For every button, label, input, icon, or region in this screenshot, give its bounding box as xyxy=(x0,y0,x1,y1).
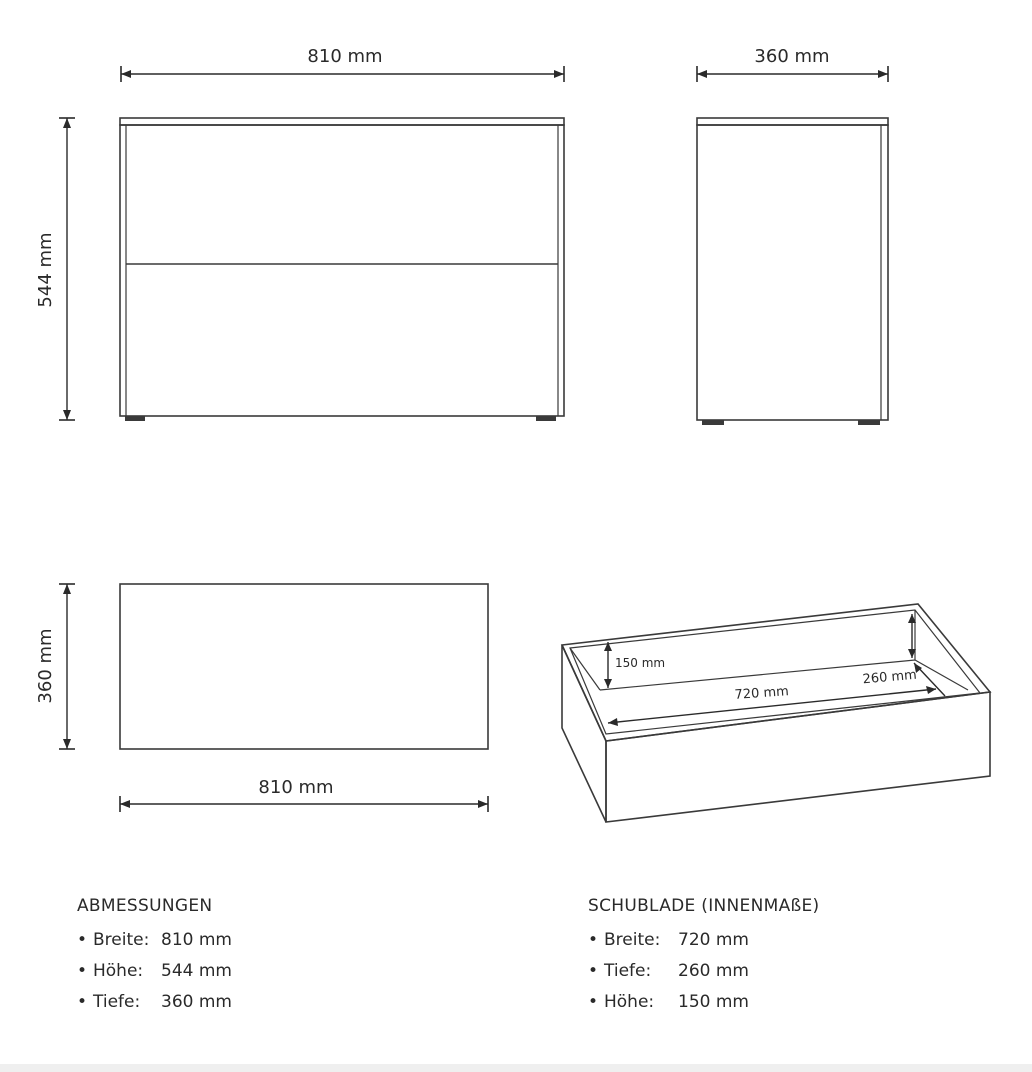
front-left-foot xyxy=(125,416,145,421)
front-width-label: 810 mm xyxy=(307,46,383,67)
spec-label: Höhe: xyxy=(604,992,655,1012)
drawer-height-label: 150 mm xyxy=(615,656,666,670)
front-right-foot xyxy=(536,416,556,421)
bottom-bar xyxy=(0,1064,1032,1072)
bullet-icon: • xyxy=(77,961,88,981)
spec-row xyxy=(588,930,820,961)
bullet-icon: • xyxy=(77,930,88,950)
top-depth-label: 360 mm xyxy=(35,628,56,704)
side-depth-label: 360 mm xyxy=(754,46,830,67)
front-height-label: 544 mm xyxy=(35,232,56,308)
spec-value: 260 mm xyxy=(678,961,749,981)
spec-value: 150 mm xyxy=(678,992,749,1012)
spec-row xyxy=(77,961,232,992)
drawer-depth-label: 260 mm xyxy=(862,667,918,688)
spec-schublade-title: SCHUBLADE (INNENMAßE) xyxy=(588,896,820,916)
spec-label: Breite: xyxy=(604,930,661,950)
bullet-icon: • xyxy=(588,961,599,981)
bullet-icon: • xyxy=(588,992,599,1012)
side-view xyxy=(697,46,888,425)
spec-value: 720 mm xyxy=(678,930,749,950)
spec-schublade xyxy=(588,896,820,1023)
spec-row xyxy=(588,992,820,1023)
top-view xyxy=(35,584,488,812)
spec-value: 360 mm xyxy=(161,992,232,1012)
spec-abmessungen xyxy=(77,896,232,1023)
spec-abmessungen-title: ABMESSUNGEN xyxy=(77,896,213,916)
spec-value: 810 mm xyxy=(161,930,232,950)
side-left-foot xyxy=(702,420,724,425)
side-right-foot xyxy=(858,420,880,425)
bullet-icon: • xyxy=(588,930,599,950)
spec-value: 544 mm xyxy=(161,961,232,981)
spec-label: Tiefe: xyxy=(93,992,141,1012)
spec-label: Breite: xyxy=(93,930,150,950)
bullet-icon: • xyxy=(77,992,88,1012)
front-view xyxy=(35,46,564,421)
spec-label: Tiefe: xyxy=(604,961,652,981)
spec-row xyxy=(588,961,820,992)
drawer-width-label: 720 mm xyxy=(734,684,790,703)
spec-label: Höhe: xyxy=(93,961,144,981)
spec-row xyxy=(77,992,232,1023)
spec-row xyxy=(77,930,232,961)
top-width-label: 810 mm xyxy=(258,777,334,798)
drawer-view xyxy=(562,604,990,822)
